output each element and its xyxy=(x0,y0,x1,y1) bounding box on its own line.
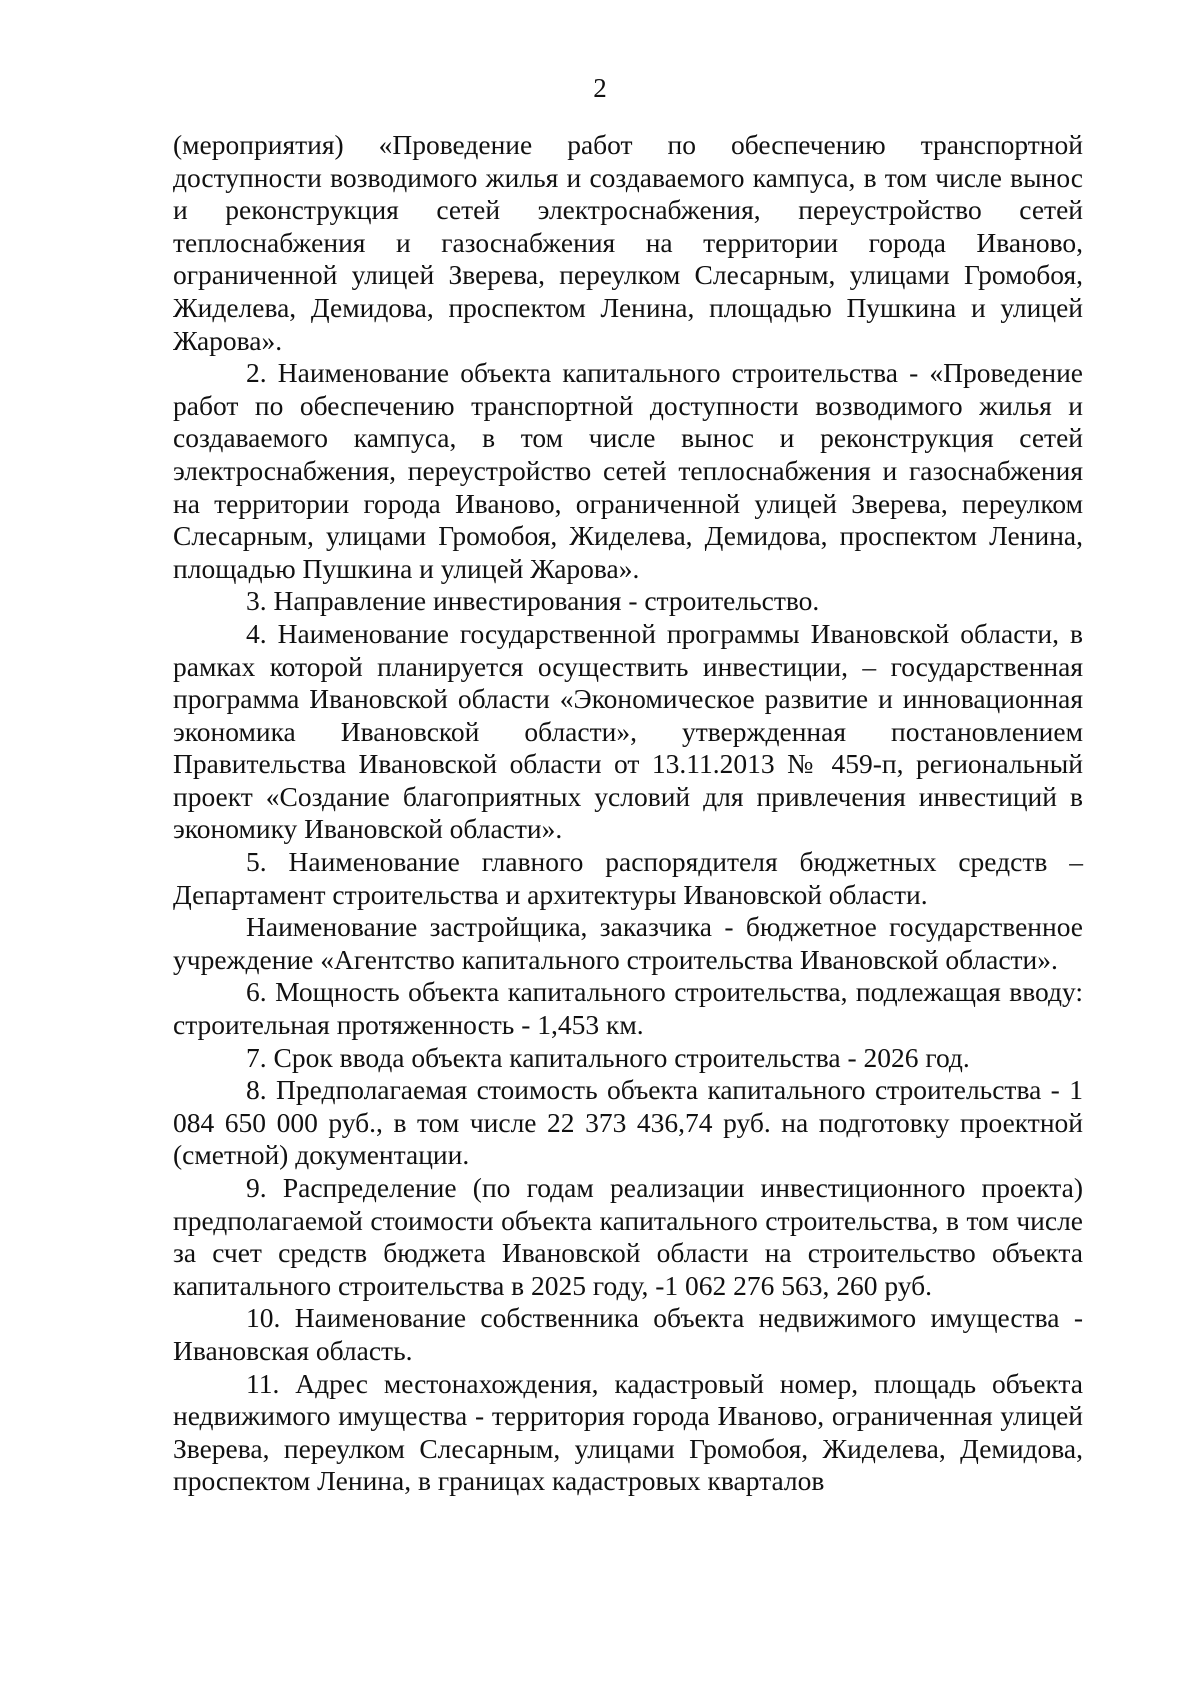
paragraph-estimated-cost: 8. Предполагаемая стоимость объекта капитального строительства - 1 084 650 000 руб., в том числе 22 373 436,74 руб. на подготовку проектной (сметной) документации. xyxy=(173,1074,1083,1171)
paragraph-cost-distribution: 9. Распределение (по годам реализации инвестиционного проекта) предполагаемой стоимости объекта капитального строительства, в том числе за счет средств бюджета Ивановской области на строительство объекта капитального строительства в 2025 году, -1 062 276 563, 260 руб. xyxy=(173,1172,1083,1301)
paragraph-object-name: 2. Наименование объекта капитального строительства - «Проведение работ по обеспечению транспортной доступности возводимого жилья и создаваемого кампуса, в том числе вынос и реконструкция сетей электроснабжения, переустройство сетей теплоснабжения и газоснабжения на территории города Иваново, ограниченной улицей Зверева, переулком Слесарным, улицами Громобоя, Жиделева, Демидова, проспектом Ленина, площадью Пушкина и улицей Жарова». xyxy=(173,357,1083,584)
paragraph-commissioning-date: 7. Срок ввода объекта капитального строительства - 2026 год. xyxy=(246,1041,970,1073)
document-body xyxy=(173,129,1083,1498)
paragraph-property-owner: 10. Наименование собственника объекта недвижимого имущества - Ивановская область. xyxy=(173,1302,1083,1366)
paragraph-property-address: 11. Адрес местонахождения, кадастровый номер, площадь объекта недвижимого имущества - территория города Иваново, ограниченная улицей Зверева, переулком Слесарным, улицами Громобоя, Жиделева, Демидова, проспектом Ленина, в границах кадастровых кварталов xyxy=(173,1367,1083,1497)
paragraph-capacity: 6. Мощность объекта капитального строительства, подлежащая вводу: строительная протяженность - 1,453 км. xyxy=(173,976,1083,1041)
paragraph-developer: Наименование застройщика, заказчика - бюджетное государственное учреждение «Агентство капитального строительства Ивановской области». xyxy=(173,911,1083,975)
paragraph-investment-direction: 3. Направление инвестирования - строительство. xyxy=(246,585,820,617)
paragraph-state-program: 4. Наименование государственной программы Ивановской области, в рамках которой планируется осуществить инвестиции, – государственная программа Ивановской области «Экономическое развитие и инновационная экономика Ивановской области», утвержденная постановлением Правительства Ивановской области от 13.11.2013 № 459-п, региональный проект «Создание благоприятных условий для привлечения инвестиций в экономику Ивановской области». xyxy=(173,617,1083,845)
paragraph-budget-administrator: 5. Наименование главного распорядителя бюджетных средств – Департамент строительства и архитектуры Ивановской области. xyxy=(173,846,1083,910)
paragraph-continuation: (мероприятия) «Проведение работ по обеспечению транспортной доступности возводимого жилья и создаваемого кампуса, в том числе вынос и реконструкция сетей электроснабжения, переустройство сетей теплоснабжения и газоснабжения на территории города Иваново, ограниченной улицей Зверева, переулком Слесарным, улицами Громобоя, Жиделева, Демидова, проспектом Ленина, площадью Пушкина и улицей Жарова». xyxy=(173,129,1083,356)
page-number: 2 xyxy=(593,73,607,103)
